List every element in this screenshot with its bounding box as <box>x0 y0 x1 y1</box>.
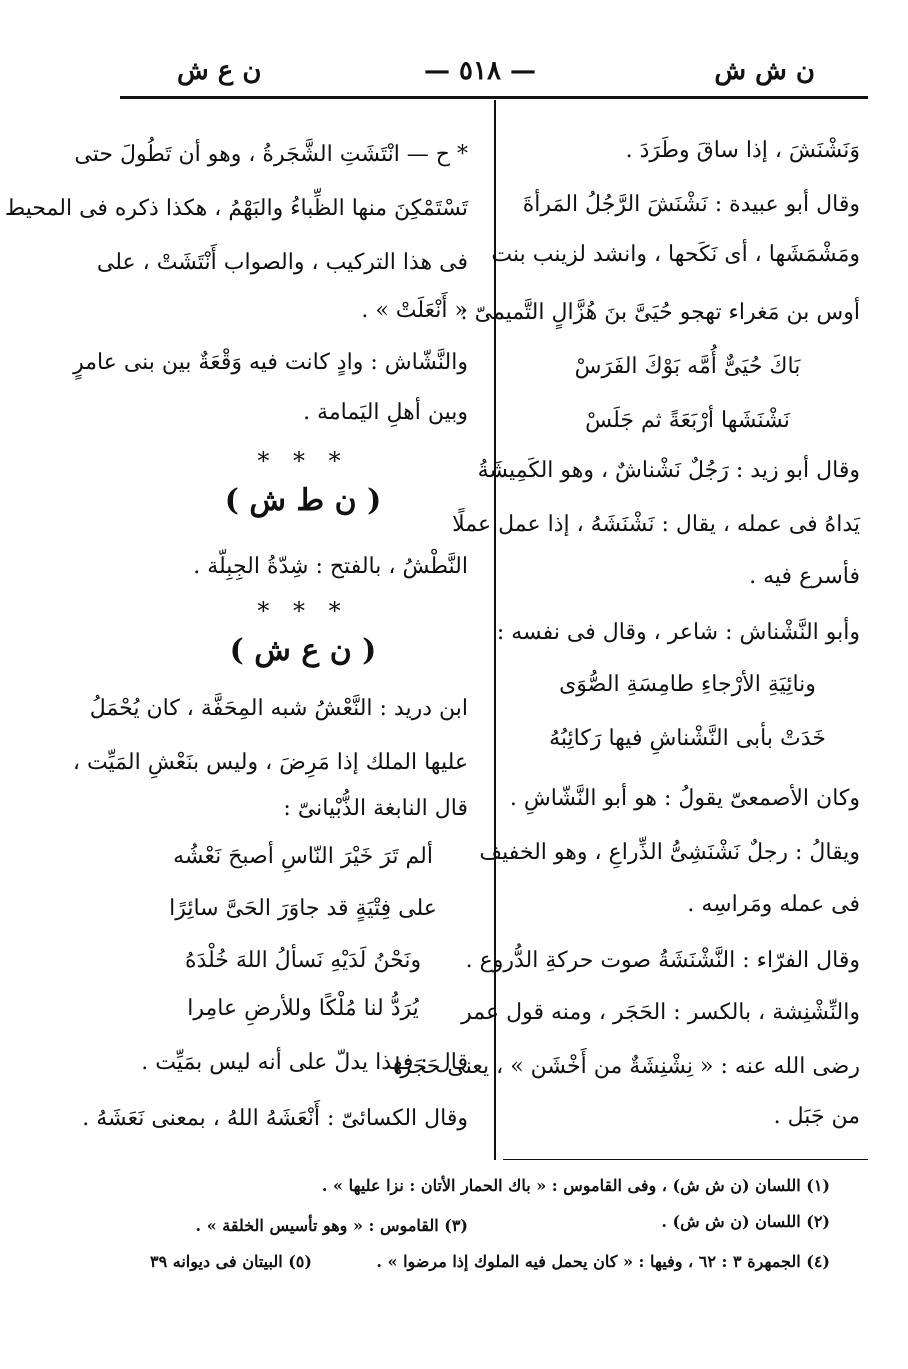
text-line: أوس بن مَغراء تهجو حُيَىَّ بنَ هُزَّالٍ التَّميمىّ : <box>460 300 860 325</box>
text-line: والنِّشْنِشة ، بالكسر : الحَجَر ، ومنه قول عمر <box>461 1000 860 1025</box>
header-right-root: ن ش ش <box>714 56 815 86</box>
text-line: قال النابغة الذُّبْيانىّ : <box>283 796 468 821</box>
text-line: وقال الفرّاء : النَّشْنَشَةُ صوت حركةِ الدُّروع . <box>465 948 860 973</box>
text-line: ابن دريد : النَّعْشُ شبه المِحَفَّة ، كان يُحْمَلُ <box>89 696 468 721</box>
verse-line: بَاكَ حُيَىٌّ أُمَّه بَوْكَ الفَرَسْ <box>574 354 801 379</box>
page-number: — ٥١٨ — <box>423 56 537 86</box>
section-separator: * * * <box>257 597 349 625</box>
text-line: ويقالُ : رجلٌ نَشْنَشِىُّ الذِّراعِ ، وهو الخفيف <box>479 840 860 865</box>
footnote-3: (٣) القاموس : « وهو تأسيس الخلقة » . <box>195 1216 468 1235</box>
verse-line: ألم تَرَ خَيْرَ النّاسِ أصبحَ نَعْشُه <box>173 844 433 869</box>
verse-line: على فِتْيَةٍ قد جاوَرَ الحَىَّ سائِرًا <box>169 896 437 921</box>
footnote-1: (١) اللسان (ن ش ش) ، وفى القاموس : « باك الحمار الأتان : نزا عليها » . <box>321 1176 830 1195</box>
text-line: والنَّشّاش : وادٍ كانت فيه وَقْعَةٌ بين بنى عامرٍ <box>73 350 468 375</box>
text-line: « أَنْعَلَتْ » . <box>361 298 468 323</box>
verse-line: ونائِيَةِ الأرْجاءِ طامِسَةِ الصُّوَى <box>559 672 816 697</box>
text-line: ومَشْمَشَها ، أى نَكَحها ، وانشد لزينب بنت <box>491 242 860 267</box>
footnote-rule <box>503 1159 868 1160</box>
verse-line: يُرَدُّ لنا مُلْكًا وللأرضِ عامِرا <box>187 996 419 1021</box>
text-line: وأبو النَّشْناش : شاعر ، وقال فى نفسه : <box>496 620 860 645</box>
text-line: فى عمله ومَراسِه . <box>687 892 860 917</box>
text-line: وكان الأصمعىّ يقولُ : هو أبو النَّشّاشِ . <box>509 786 860 811</box>
text-line: * ح — انْتَشَتِ الشَّجَرةُ ، وهو أن تَطُولَ حتى <box>74 142 468 167</box>
text-line: فأسرع فيه . <box>749 564 860 589</box>
text-line: من جَبَل . <box>773 1104 860 1129</box>
footnote-2: (٢) اللسان (ن ش ش) . <box>661 1212 830 1231</box>
header-left-root: ن ع ش <box>177 56 262 86</box>
footnote-4: (٤) الجمهرة ٣ : ٦٢ ، وفيها : « كان يحمل فيه الملوك إذا مرضوا » . <box>376 1252 830 1271</box>
text-line: قال : فهذا يدلّ على أنه ليس بمَيِّت . <box>141 1050 468 1075</box>
text-line: وقال أبو عبيدة : نَشْنَشَ الرَّجُلُ المَرأةَ <box>522 192 860 217</box>
text-line: وقال الكسائىّ : أَنْعَشَهُ اللهُ ، بمعنى نَعَشَهُ . <box>82 1106 468 1131</box>
verse-line: ونَحْنُ لَدَيْهِ نَسألُ اللهَ خُلْدَهُ <box>184 948 422 973</box>
top-rule <box>120 96 868 99</box>
text-line: تَسْتَمْكِنَ منها الظِّباءُ والبَهْمُ ، هكذا ذكره فى المحيط <box>4 196 468 221</box>
text-line: وقال أبو زيد : رَجُلٌ نَشْناشٌ ، وهو الكَمِيشَةُ <box>477 458 860 483</box>
footnote-5: (٥) البيتان فى ديوانه ٣٩ <box>150 1252 312 1271</box>
text-line: يَداهُ فى عمله ، يقال : نَشْنَشَهُ ، إذا عمل عملًا <box>452 512 860 537</box>
section-title-nts: ( ن ط ش ) <box>224 483 382 518</box>
text-line: عليها الملك إذا مَرِضَ ، وليس بنَعْشِ المَيِّت ، <box>72 750 468 775</box>
text-line: رضى الله عنه : « نِشْنِشَةٌ من أَخْشَن » ، يعنى حَجَرًا <box>394 1054 860 1079</box>
text-line: وَنَشْنَشَ ، إذا ساقَ وطَرَدَ . <box>625 138 860 163</box>
text-line: وبين أهلِ اليَمامة . <box>303 400 468 425</box>
text-line: فى هذا التركيب ، والصواب أَنْتَشَتْ ، على <box>96 250 468 275</box>
text-line: النَّطْشُ ، بالفتح : شِدّةُ الجِبِلّة . <box>193 554 468 579</box>
verse-line: نَشْنَشَها أرْبَعَةً ثم جَلَسْ <box>585 408 790 433</box>
verse-line: خَدَتْ بأبى النَّشْناشِ فيها رَكائِبُهُ <box>549 726 826 751</box>
section-separator: * * * <box>257 447 349 475</box>
section-title-nas: ( ن ع ش ) <box>229 633 377 668</box>
